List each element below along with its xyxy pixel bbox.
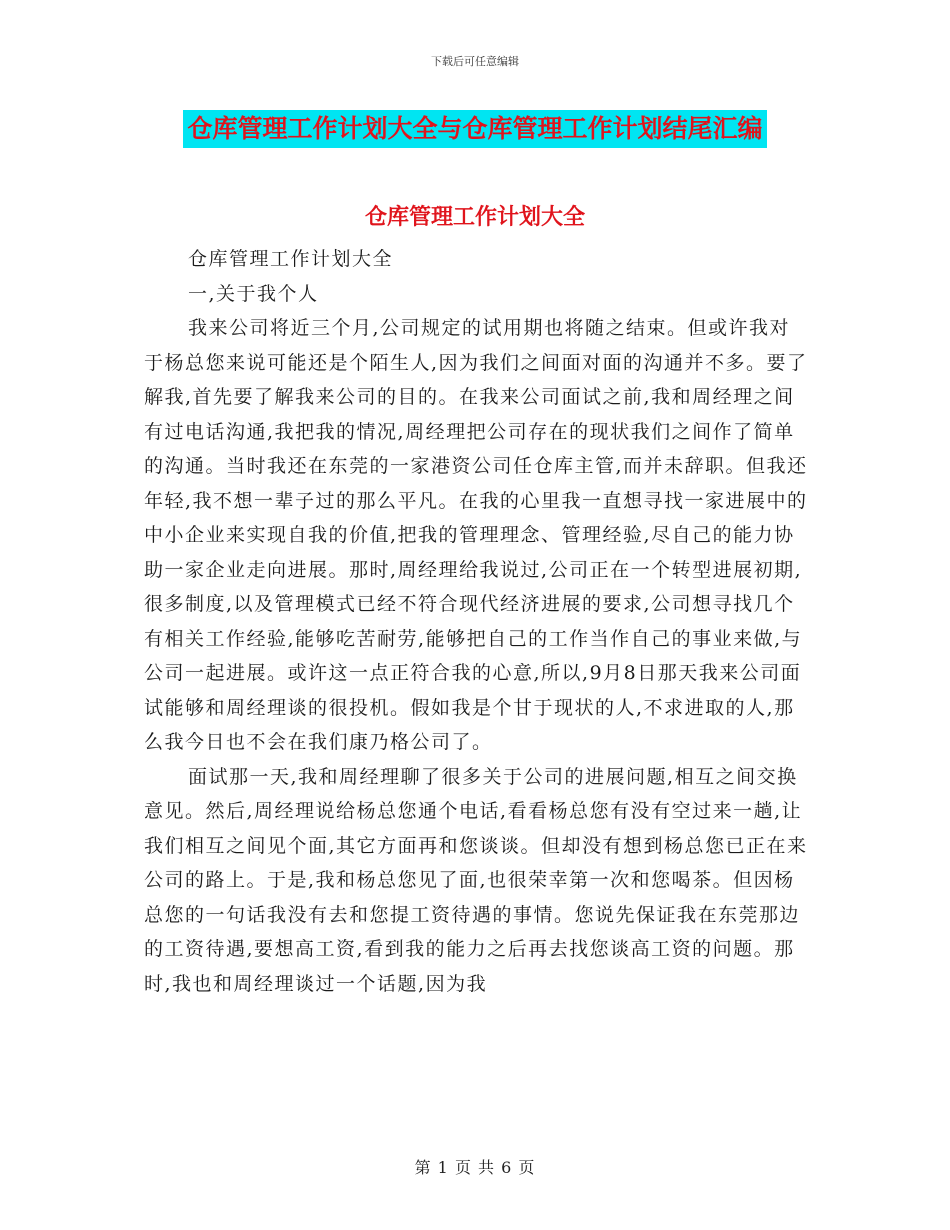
document-title-container (0, 110, 950, 148)
page-footer: 第 1 页 共 6 页 (414, 1158, 536, 1177)
paragraph-heading: 一,关于我个人 (188, 282, 319, 305)
paragraph-body: 面试那一天,我和周经理聊了很多关于公司的进展问题,相互之间交换意见。然后,周经理说给杨总您通个电话,看看杨总您有没有空过来一趟,让我们相互之间见个面,其它方面再和您谈谈。但却没有想到杨总您已正在来公司的路上。于是,我和杨总您见了面,也很荣幸第一次和您喝茶。但因杨总您的一句话我没有去和您提工资待遇的事情。您说先保证我在东莞那边的工资待遇,要想高工资,看到我的能力之后再去找您谈高工资的问题。那时,我也和周经理谈过一个话题,因为我 (144, 765, 808, 995)
document-body (144, 242, 810, 1001)
page-header-note: 下载后可任意编辑 (431, 55, 519, 68)
paragraph-body: 我来公司将近三个月,公司规定的试用期也将随之结束。但或许我对于杨总您来说可能还是个陌生人,因为我们之间面对面的沟通并不多。要了解我,首先要了解我来公司的目的。在我来公司面试之前,我和周经理之间有过电话沟通,我把我的情况,周经理把公司存在的现状我们之间作了简单的沟通。当时我还在东莞的一家港资公司任仓库主管,而并未辞职。但我还年轻,我不想一辈子过的那么平凡。在我的心里我一直想寻找一家进展中的中小企业来实现自我的价值,把我的管理理念、管理经验,尽自己的能力协助一家企业走向进展。那时,周经理给我说过,公司正在一个转型进展初期,很多制度,以及管理模式已经不符合现代经济进展的要求,公司想寻找几个有相关工作经验,能够吃苦耐劳,能够把自己的工作当作自己的事业来做,与公司一起进展。或许这一点正符合我的心意,所以,9月8日那天我来公司面试能够和周经理谈的很投机。假如我是个甘于现状的人,不求进取的人,那么我今日也不会在我们康乃格公司了。 (144, 317, 808, 753)
section-title: 仓库管理工作计划大全 (364, 205, 585, 230)
document-title: 仓库管理工作计划大全与仓库管理工作计划结尾汇编 (183, 110, 766, 148)
paragraph-subtitle: 仓库管理工作计划大全 (188, 248, 394, 270)
